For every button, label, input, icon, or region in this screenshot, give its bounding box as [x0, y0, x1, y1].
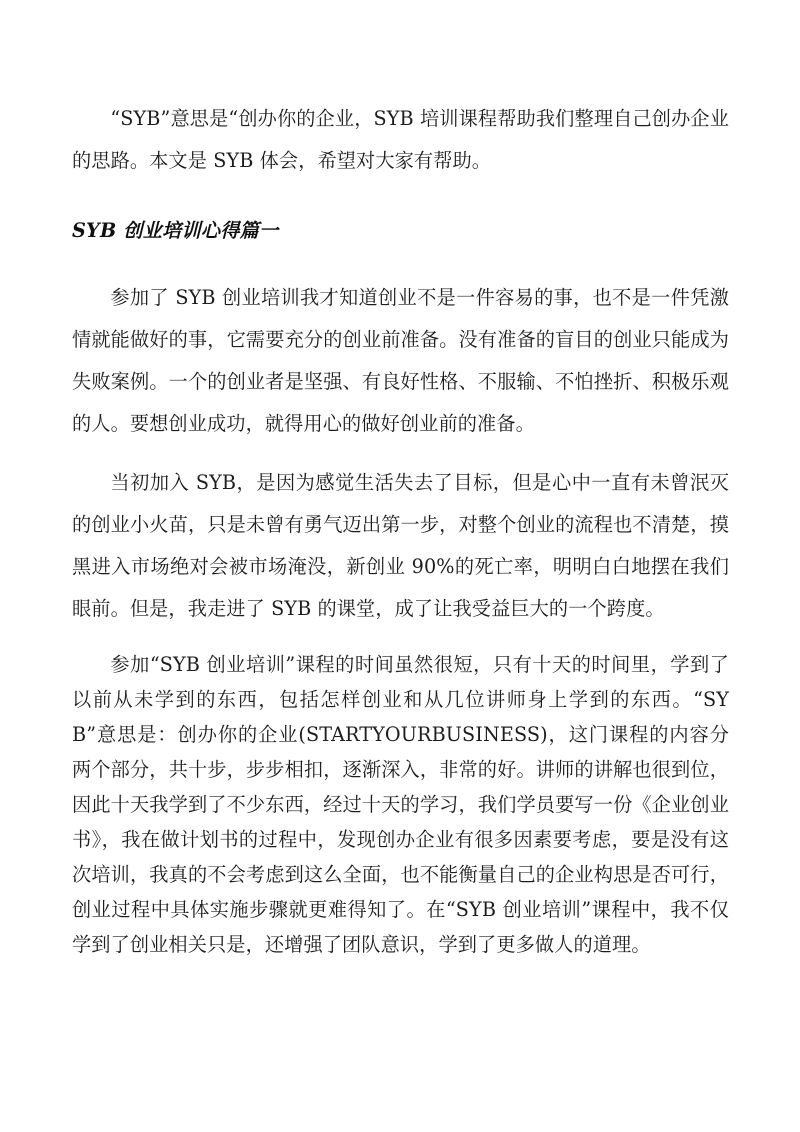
section-heading-1: SYB 创业培训心得篇一: [72, 219, 279, 242]
document-text-column: [72, 0, 729, 962]
body-paragraph-1: 参加了 SYB 创业培训我才知道创业不是一件容易的事，也不是一件凭激情就能做好的事，它需要充分的创业前准备。没有准备的盲目的创业只能成为失败案例。一个的创业者是坚强、有良好性格、不服输、不怕挫折、积极乐观的人。要想创业成功，就得用心的做好创业前的准备。: [72, 286, 729, 435]
body-paragraph-2: 当初加入 SYB，是因为感觉生活失去了目标，但是心中一直有未曾泯灭的创业小火苗，只是未曾有勇气迈出第一步，对整个创业的流程也不清楚，摸黑进入市场绝对会被市场淹没，新创业 90%的死亡率，明明白白地摆在我们眼前。但是，我走进了 SYB 的课堂，成了让我受益巨大的一个跨度。: [72, 471, 729, 620]
intro-paragraph: “SYB”意思是“创办你的企业，SYB 培训课程帮助我们整理自己创办企业的思路。本文是 SYB 体会，希望对大家有帮助。: [72, 107, 729, 172]
body-paragraph-3: 参加“SYB 创业培训”课程的时间虽然很短，只有十天的时间里，学到了以前从未学到的东西，包括怎样创业和从几位讲师身上学到的东西。“SYB”意思是：创办你的企业(STARTYOURBUSINESS)，这门课程的内容分两个部分，共十步，步步相扣，逐渐深入，非常的好。讲师的讲解也很到位，因此十天我学到了不少东西，经过十天的学习，我们学员要写一份《企业创业书》，我在做计划书的过程中，发现创办企业有很多因素要考虑，要是没有这次培训，我真的不会考虑到这么全面，也不能衡量自己的企业构思是否可行，创业过程中具体实施步骤就更难得知了。在“SYB 创业培训”课程中，我不仅学到了创业相关只是，还增强了团队意识，学到了更多做人的道理。: [72, 653, 729, 956]
